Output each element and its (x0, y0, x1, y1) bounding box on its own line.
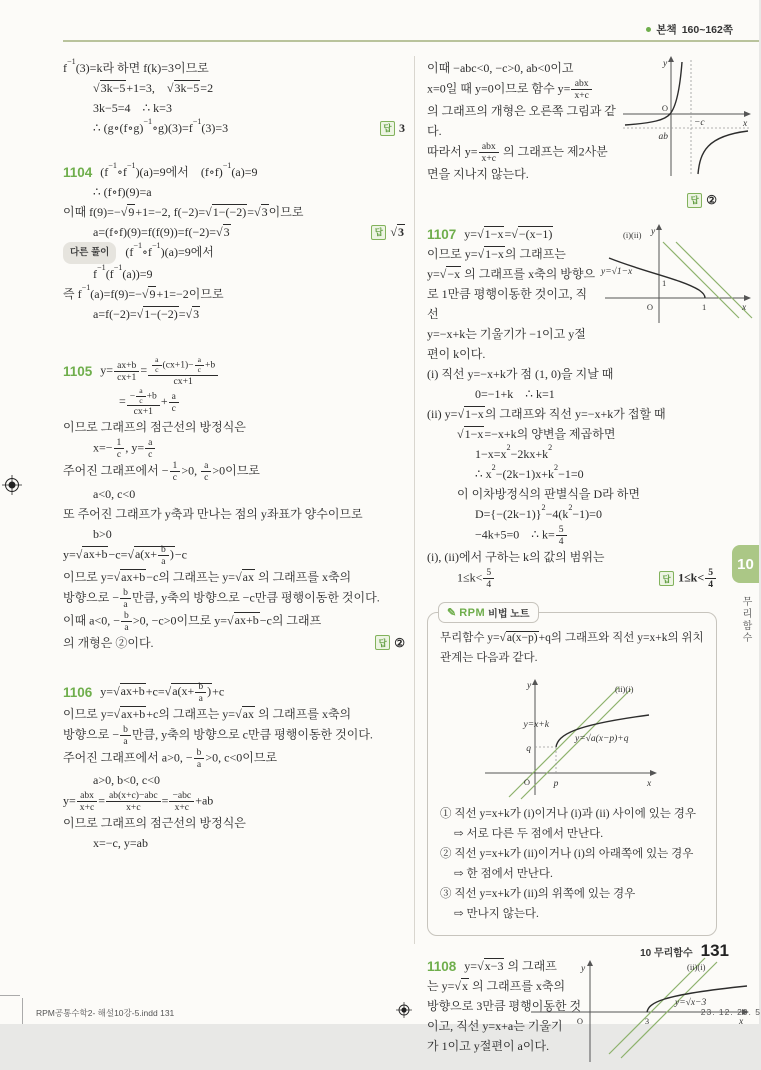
text-line: 편이 k이다. (427, 347, 486, 362)
math-line: y= abx x+c = ab(x+c)−abc x+c = −abc x+c +ab (63, 789, 214, 813)
text-line: 가 1이고 y절편이 a이다. (427, 1039, 550, 1054)
page-footer (640, 941, 729, 961)
footer-page-number: 131 (700, 941, 729, 960)
case-labels: (ii)(i) (687, 962, 706, 973)
math-line: y=√ax+b−c=√a(x+ $\frac{b}{a}$ )−c (63, 543, 187, 567)
print-footer-filename: RPM공통수학2- 해설10강-5.indd 131 (36, 1008, 175, 1018)
text-line: y=−x+k는 기울기가 −1이고 y절 (427, 327, 586, 342)
alt-solution-badge: 다른 풀이 (63, 242, 116, 264)
math-line: a=f(−2)=√1−(−2)=√3 (93, 307, 200, 321)
problem-1104 (63, 162, 405, 324)
answer (659, 567, 717, 590)
math-line-with-answer (93, 222, 405, 242)
curve-right-branch (698, 131, 748, 174)
problem-first-line (427, 224, 597, 244)
asymptote-y-label: ab (658, 132, 668, 142)
text-line: 이므로 y=√ax+b−c의 그래프는 y=√ax 의 그래프를 x축의 (63, 569, 352, 584)
line-case-ii (676, 242, 752, 318)
asymptote-x-label: −c (694, 118, 705, 128)
answer-line (427, 190, 717, 210)
math-line: $(f^{-1}\circ f^{-1})(a)=9$에서 (f∘f)$^{-1}$(a)=9 (100, 160, 258, 179)
problem-first-line (63, 162, 405, 182)
problem-number: 1107 (427, 226, 457, 242)
registration-mark (2, 475, 22, 495)
math-line: $f^{-1}(3)=k$라 하면 f(k)=3이므로 (63, 56, 209, 75)
header-book-label: 본책 (656, 24, 677, 36)
rpm-note-title (438, 602, 539, 623)
column-divider (414, 56, 415, 944)
q-label: q (526, 744, 531, 755)
math-line: a>0, b<0, c<0 (93, 772, 160, 787)
note-item-head: ③ 직선 y=x+k가 (ii)의 위쪽에 있는 경우 (440, 888, 636, 901)
math-line: 3k−5=4 ∴ k=3 (93, 101, 172, 115)
x-tick-1: 1 (702, 302, 707, 313)
footer-chapter: 10 무리함수 (640, 948, 693, 959)
p-label: p (553, 779, 559, 790)
left-column (63, 58, 405, 877)
math-line: y= $\frac{ax+b}{cx+1}$ = $\frac{a}{c}$ (cx+1)− $\frac{a}{c}$ +b cx+1 (100, 356, 219, 387)
curve-label: y=√x−3 (675, 998, 707, 1009)
math-line: ∴ $(g\circ(f\circ g)^{-1}\circ g)(3)=f^{-1}(3)=3$ (93, 116, 229, 135)
x-axis-arrow (744, 295, 751, 301)
text-line: 이므로 y=√1−x의 그래프는 (427, 247, 566, 262)
text-line: 이때 a<0, − $\frac{b}{a}$ >0, −c>0이므로 y=√ax+b−c의 그래프 (63, 609, 322, 633)
answer (375, 633, 405, 653)
math-line: 0=−1+k ∴ k=1 (475, 387, 555, 402)
problem-number: 1105 (63, 363, 93, 379)
math-line-with-answer (93, 118, 405, 138)
text-line: 또 주어진 그래프가 y축과 만나는 점의 y좌표가 양수이므로 (63, 506, 363, 521)
text-line: 이 이차방정식의 판별식을 D라 하면 (457, 487, 640, 502)
problem-number: 1108 (427, 958, 457, 974)
y-axis-arrow (587, 960, 593, 966)
origin-label: O (523, 777, 530, 788)
origin-label: O (576, 1016, 583, 1027)
text-line: 의 그래프의 개형은 오른쪽 그림과 같다. (427, 104, 616, 139)
text-line: 이므로 그래프의 점근선의 방정식은 (63, 815, 246, 830)
solution-intro (63, 58, 405, 138)
x-axis-label: x (743, 119, 748, 129)
problem-1107 (427, 224, 747, 591)
answer (371, 222, 405, 242)
bullet-icon (646, 27, 651, 32)
line-label: y=x+k (523, 720, 549, 731)
note-line: 관계는 다음과 같다. (440, 652, 538, 665)
text-line: 이고, 직선 y=x+a는 기울기 (427, 1019, 563, 1034)
math-line-with-answer (457, 567, 717, 590)
y-axis-label: y (581, 964, 586, 975)
math-line: √1−x=−x+k의 양변을 제곱하면 (457, 427, 616, 442)
note-line: 무리함수 y=√a(x−p)+q의 그래프와 직선 y=x+k의 위치 (440, 632, 704, 645)
note-title-text: 비법 노트 (488, 609, 530, 621)
math-line-with-answer (63, 633, 405, 653)
curve-left-branch (625, 62, 682, 125)
note-item-body: ⇨ 만나지 않는다. (454, 908, 539, 921)
case-labels: (ii)(i) (615, 684, 634, 695)
problem-1105 (63, 356, 405, 653)
page-header (646, 22, 733, 37)
x-axis-arrow (744, 111, 751, 117)
text-line: 이때 −abc<0, −c>0, ab<0이고 (427, 61, 574, 75)
text-line: 이므로 그래프의 점근선의 방정식은 (63, 420, 246, 435)
x-axis-arrow (650, 770, 657, 776)
math-line: ∴ $x^2-(2k-1)x+k^2-1=0$ (475, 462, 584, 482)
text-line: y=√−x 의 그래프를 x축의 방향으 (427, 267, 596, 282)
x-axis-label: x (739, 1017, 744, 1028)
text-line: 이므로 y=√ax+b+c의 그래프는 y=√ax 의 그래프를 x축의 (63, 706, 352, 721)
problem-1106-continued (427, 58, 748, 210)
math-line: $(f^{-1}\circ f^{-1})(a)=9$에서 (125, 240, 214, 259)
text-line: 방향으로 − $\frac{b}{a}$ 만큼, y축의 방향으로 c만큼 평행이동한 것이다. (63, 723, 373, 747)
y-axis-arrow (656, 224, 662, 230)
text-line: (i), (ii)에서 구하는 k의 값의 범위는 (427, 550, 605, 565)
note-icon: ✎ (447, 607, 457, 620)
answer-value: 3 (399, 121, 405, 135)
y-axis-label: y (651, 227, 656, 238)
y-axis-arrow (532, 679, 538, 685)
registration-mark-center (396, 1002, 412, 1018)
text-line: 방향으로 3만큼 평행이동한 것 (427, 999, 582, 1014)
text-line: 는 y=√x 의 그래프를 x축의 (427, 979, 566, 994)
answer (380, 118, 405, 138)
case-labels: (i)(ii) (623, 230, 642, 241)
header-page-range: 160~162쪽 (681, 24, 733, 36)
text-block (427, 58, 617, 184)
y-axis-label: y (527, 681, 532, 692)
text-line: 의 개형은 ②이다. (63, 635, 154, 650)
print-footer-date: 23. 12. 29. 5 (700, 1007, 761, 1017)
crop-mark-horizontal (0, 995, 20, 996)
chapter-number: 10 (737, 555, 754, 573)
y-axis-label: y (663, 59, 668, 69)
y-axis-arrow (668, 56, 674, 62)
origin-label: O (646, 302, 653, 313)
math-line: √3k−5+1=3, √3k−5=2 (93, 81, 214, 95)
answer-badge: 답 (375, 635, 390, 650)
answer-badge: 답 (371, 225, 386, 240)
note-item-head: ② 직선 y=x+k가 (ii)이거나 (i)의 아래쪽에 있는 경우 (440, 848, 694, 861)
graph-1107 (599, 222, 757, 328)
text-line: 주어진 그래프에서 a>0, − $\frac{b}{a}$ >0, c<0이므로 (63, 746, 278, 770)
line-case-i (521, 689, 631, 799)
alt-solution-line (63, 242, 405, 264)
curve-sqrt-1-minus-x (609, 258, 705, 298)
answer-badge: 답 (380, 121, 395, 136)
answer-value: 1≤k< $\frac{5}{4}$ (678, 567, 717, 590)
math-line: = − $\frac{a}{c}$ +b cx+1 + $\frac{a}{c}$ (119, 387, 405, 418)
math-line: ∴ (f∘f)(9)=a (93, 185, 152, 199)
answer (687, 190, 717, 210)
math-line: a=(f∘f)(9)=f(f(9))=f(−2)=√3 (93, 225, 230, 239)
x-axis-label: x (647, 779, 652, 790)
crop-mark-vertical (22, 998, 23, 1024)
math-line: 즉 $f^{-1}(a)=f(9)=-√9+1=-2$이므로 (63, 282, 224, 301)
math-line: $1-x=x^2-2kx+k^2$ (475, 442, 553, 462)
text-line: 로 1만큼 평행이동한 것이고, 직선 (427, 287, 588, 322)
x-tick-3: 3 (644, 1016, 650, 1027)
note-item-body: ⇨ 서로 다른 두 점에서 만난다. (454, 828, 604, 841)
math-line: y=√x−3 의 그래프 (464, 959, 557, 974)
text-line: 주어진 그래프에서 − $\frac{1}{c}$ >0, $\frac{a}{c}$ >0이므로 (63, 460, 260, 484)
math-line: −4k+5=0 ∴ k= $\frac{5}{4}$ (475, 524, 717, 547)
curve-label: y=√a(x−p)+q (575, 734, 629, 745)
x-axis-label: x (742, 303, 747, 314)
rpm-label: RPM (459, 606, 486, 619)
math-line: a<0, c<0 (93, 486, 136, 501)
chapter-subject-vertical: 무리함수 (740, 596, 751, 644)
math-line: x=−c, y=ab (93, 835, 148, 850)
text-line: (ii) y=√1−x의 그래프와 직선 y=−x+k가 접할 때 (427, 407, 666, 422)
math-line: $f^{-1}(f^{-1}(a))=9$ (93, 262, 153, 281)
problem-number: 1106 (63, 684, 93, 700)
graph-1106-hyperbola (619, 52, 754, 180)
math-line: x=− $\frac{1}{c}$ , y= $\frac{a}{c}$ (93, 437, 405, 460)
curve-label: y=√1−x (601, 267, 633, 278)
text-line: 면을 지나지 않는다. (427, 167, 529, 182)
problem-1106 (63, 681, 405, 853)
math-line: b>0 (93, 526, 112, 541)
answer-badge: 답 (687, 193, 702, 208)
problem-first-line (63, 681, 405, 704)
note-item-body: ⇨ 한 점에서 만난다. (454, 868, 553, 881)
text-line: 따라서 y= abx x+c 의 그래프는 제2사분 (427, 141, 608, 165)
text-line: 방향으로 − $\frac{b}{a}$ 만큼, y축의 방향으로 −c만큼 평행이동한 것이다. (63, 586, 380, 610)
header-rule (63, 40, 759, 42)
answer-value: ② (394, 635, 405, 650)
origin-label: O (661, 103, 668, 113)
graph-note (477, 675, 667, 801)
math-line: y=√ax+b+c=√a(x+ $\frac{b}{a}$ )+c (100, 680, 225, 704)
chapter-tab (732, 545, 759, 583)
text-line: (i) 직선 y=−x+k가 점 (1, 0)을 지날 때 (427, 367, 614, 382)
math-line: y=√1−x=√−(x−1) (464, 227, 553, 242)
math-line: 1≤k< $\frac{5}{4}$ (457, 567, 495, 590)
rpm-note-box (427, 606, 717, 936)
answer-value: √3 (390, 225, 404, 239)
problem-number: 1104 (63, 164, 93, 180)
note-item-head: ① 직선 y=x+k가 (i)이거나 (i)과 (ii) 사이에 있는 경우 (440, 808, 697, 821)
text-line: x=0일 때 y=0이므로 함수 y= abx x+c (427, 78, 617, 101)
y-tick-1: 1 (662, 278, 667, 289)
math-line: $D=\{-(2k-1)\}^2-4(k^2-1)=0$ (475, 502, 602, 522)
answer-value: ② (706, 193, 717, 208)
answer-badge: 답 (659, 571, 674, 586)
math-line: 이때 f(9)=−√9+1=−2, f(−2)=√1−(−2)=√3이므로 (63, 205, 304, 219)
problem-first-line (63, 356, 405, 387)
